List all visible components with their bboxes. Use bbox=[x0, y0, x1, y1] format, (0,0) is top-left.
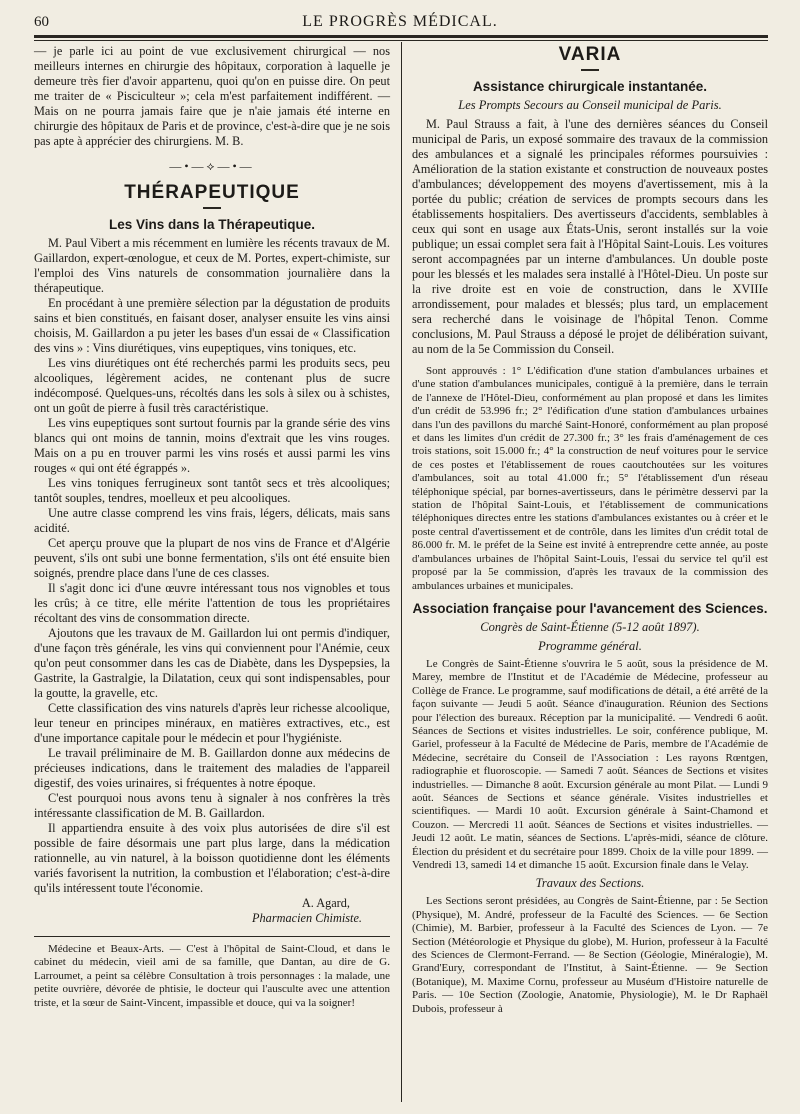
article-paragraph: Sont approuvés : 1° L'édification d'une station d'ambulances urbaines et d'une station d'ambulances municipales, contiguë à la première, dans le terrain de l'annexe de l'Hôtel-Dieu, conformément au plan proposé et dans les limites d'un crédit de 53.996 fr.; 2° l'édification d'une station d'ambulances urbaines dans l'un des pavillons du marché Saint-Honoré, conformément au plan proposé et dans les limites d'un crédit de 27.300 fr.; 3° les frais d'aménagement de ces trois stations, soit 15.000 fr.; 4° la construction de neuf voitures pour le service de ces postes et l'établissement de roues caoutchoutées sur les voitures d'ambulances, soit au total 41.000 fr.; 5° l'établissement d'un réseau téléphonique spécial, par bornes-avertisseurs, dans le périmètre desservi par la station de l'hôpital Saint-Louis, et l'établissement de communications téléphoniques directes entre les stations d'ambulances existantes ou à créer et le poste central d'avertissement et de contrôle, dans les limites d'un crédit total de 86.000 fr. M. le préfet de la Seine est invité à entreprendre cette année, au poste d'ambulances urbaines de l'hôpital Saint-Louis, l'essai du service tel qu'il est proposé par la 5e commission, d'après les travaux de la commission des ambulances urbaines et municipales. bbox=[412, 365, 768, 592]
article-paragraph: En procédant à une première sélection par la dégustation de produits sains et bien constitués, en faisant doser, analyser ensuite les vins ainsi choisis, M. Gaillardon a pu jeter les bases d'un essai de « Classification des vins » : Vins diurétiques, vins eupeptiques, vins toniques, etc. bbox=[34, 296, 390, 355]
page-number: 60 bbox=[34, 14, 49, 30]
article-paragraph: Les vins toniques ferrugineux sont tantôt secs et très alcooliques; tantôt souples, tendres, moelleux et peu alcooliques. bbox=[34, 476, 390, 505]
header-rule-thin bbox=[34, 40, 768, 41]
article-subtitle-congres: Congrès de Saint-Étienne (5-12 août 1897). bbox=[480, 619, 700, 634]
footnote-medecine-beaux-arts: Médecine et Beaux-Arts. — C'est à l'hôpital de Saint-Cloud, et dans le cabinet du médecin, vieil ami de sa famille, que Dantan, au dire de G. Larroumet, a peint sa célèbre Consultation à trois personnages : la malade, une petite ouvrière, dévorée de phtisie, le docteur qui l'ausculte avec une attention triste, et la sœur de Saint-Vincent, impassible et douce, qui va la soigner! bbox=[34, 943, 390, 1009]
article-title-association: Association française pour l'avancement des Sciences. bbox=[412, 600, 768, 616]
article-paragraph: M. Paul Strauss a fait, à l'une des dernières séances du Conseil municipal de Paris, un exposé sommaire des travaux de la commission des ambulances et a signalé les principales réformes poursuivies : Amélioration de la station existante et construction de nouveaux postes d'ambulances; développement des moyens d'avertissement, mis à la portée du public; création de services de prompts secours dans les établissements hospitaliers. Des avertisseurs d'accidents, semblables à ceux qui sont en usage aux États-Unis, seront installés sur la voie publique; un essai complet sera fait à l'Hôpital Saint-Louis. Les voitures seront accompagnées par un interne d'ambulances. Un double poste pour les blessés et les malades sera installé à l'Hôtel-Dieu. Un poste sur la rive droite est en voie de construction, dans le XVIIIe arrondissement, pour malades et blessés; plus tard, un emplacement sera recherché dans le voisinage de l'hôpital Tenon. Comme conclusions, M. Paul Strauss a déposé le projet de délibération suivant, au nom de la 5e Commission du Conseil. bbox=[412, 117, 768, 356]
article-paragraph: Le travail préliminaire de M. B. Gaillardon donne aux médecins de précieuses indications, dans le traitement des maladies de l'appareil digestif, des voies urinaires, si fréquentes à notre époque. bbox=[34, 746, 390, 790]
section-title-varia: VARIA bbox=[558, 44, 622, 65]
article-paragraph: Il s'agit donc ici d'une œuvre intéressant tous nos vignobles et tous les crûs; à ce titre, elle mérite l'attention de tous les propriétaires récoltant des vins de consommation directe. bbox=[34, 581, 390, 625]
article-paragraph: Une autre classe comprend les vins frais, légers, délicats, mais sans acidité. bbox=[34, 506, 390, 535]
section-title-underline bbox=[203, 207, 221, 209]
header-rule-thick bbox=[34, 35, 768, 38]
footnote-rule bbox=[34, 936, 390, 937]
right-column bbox=[412, 44, 768, 1016]
article-paragraph: C'est pourquoi nous avons tenu à signaler à nos confrères la très intéressante classification de M. B. Gaillardon. bbox=[34, 791, 390, 820]
article-paragraph: Il appartiendra ensuite à des voix plus autorisées de dire s'il est possible de faire désormais une part plus large, dans la médication rationnelle, au vin naturel, à la boisson quotidienne dont les éléments variés favorisent la nutrition, la combustion et l'élaboration; c'est-à-dire qu'ils intéressent toute l'économie. bbox=[34, 821, 390, 895]
article-paragraph: Cet aperçu prouve que la plupart de nos vins de France et d'Algérie peuvent, s'ils ont subi une bonne fermentation, s'ils ont été ensuite bien soignés, prendre place dans l'une de ces classes. bbox=[34, 536, 390, 580]
section-title-underline bbox=[581, 69, 599, 71]
article-paragraph: Les vins eupeptiques sont surtout fournis par la grande série des vins blancs qui ont moins de tannin, moins d'extrait que les vins rouges. Mais on a pu en trouver parmi les vins rosés et aussi parmi les vins rouges « qui ont été égrappés ». bbox=[34, 416, 390, 475]
article-subtitle-prompts-secours: Les Prompts Secours au Conseil municipal de Paris. bbox=[458, 98, 722, 112]
section-title-therapeutique: THÉRAPEUTIQUE bbox=[124, 182, 300, 203]
travaux-title: Travaux des Sections. bbox=[535, 876, 645, 891]
programme-paragraph: Le Congrès de Saint-Étienne s'ouvrira le 5 août, sous la présidence de M. Marey, membre de l'Institut et de l'Académie de Médecine, professeur au Collège de France. Le programme, sauf modifications de détail, a été arrêté de la façon suivante — Jeudi 5 août. Séance d'inauguration. Réunion des Sections pour l'élection des bureaux. Réception par la municipalité. — Vendredi 6 août. Séances de Sections et visites industrielles. Le soir, conférence publique, M. Gariel, professeur à la Faculté de Médecine de Paris, membre de l'Académie de Médecine, secrétaire du Conseil de l'Association : Les rayons Rœntgen, radiographie et fluoroscopie. — Samedi 7 août. Séances de Sections et visites industrielles. — Dimanche 8 août. Excursion générale au mont Pilat. — Lundi 9 août. Séances de Sections et séance générale. Visites industrielles et scientifiques. — Mardi 10 août. Excursion générale à Saint-Chamond et Couzon. — Mercredi 11 août. Séances de Sections et visites industrielles. — Jeudi 12 août. Le matin, séances de Sections. L'après-midi, séance de clôture. Élection du président et du secrétaire pour 1899. Choix de la ville pour 1899. — Vendredi 13, samedi 14 et dimanche 15 août. Excursion finale dans le Velay. bbox=[412, 657, 768, 871]
article-paragraph: Ajoutons que les travaux de M. Gaillardon lui ont permis d'indiquer, d'une façon très générale, les vins qui conviennent pour l'Anémie, ceux qu'on peut consommer dans les cas de Diabète, dans les Dyspepsies, la Gastrite, la Gastralgie, la Dilatation, ceux qui sont indispensables, pour la goutte, la gravelle, etc. bbox=[34, 626, 390, 700]
article-paragraph: Cette classification des vins naturels d'après leur richesse alcoolique, leur teneur en principes minéraux, en matières extractives, etc., est d'une importance capitale pour le médecin et pour l'hygiéniste. bbox=[34, 701, 390, 745]
article-title-assistance: Assistance chirurgicale instantanée. bbox=[472, 79, 708, 94]
travaux-paragraph: Les Sections seront présidées, au Congrès de Saint-Étienne, par : 5e Section (Physique), M. André, professeur de la Faculté des Sciences. — 6e Section (Chimie), M. Barbier, professeur à la Faculté des Sciences de Lyon. — 7e Section (Météorologie et Physique du globe), M. Hurion, professeur à la Faculté des Sciences de Clermont-Ferrand. — 8e Section (Géologie, Minéralogie), M. Grand'Eury, correspondant de l'Institut, à Saint-Étienne. — 9e Section (Botanique), M. Maxime Cornu, professeur au Muséum d'Histoire naturelle de Paris. — 10e Section (Zoologie, Anatomie, Physiologie), M. le Dr Raphaël Dubois, professeur à bbox=[412, 895, 768, 1015]
intro-paragraph: — je parle ici au point de vue exclusivement chirurgical — nos meilleurs internes en chirurgie des hôpitaux, corporation à laquelle je demeure très fier d'avoir appartenu, quoi qu'on en puisse dire. On peut me traiter de « Pisciculteur »; cela m'est parfaitement indifférent. — Mais on ne pourra jamais faire que je n'aie jamais été interne en chirurgie des hôpitaux de Paris et de province, c'est-à-dire que je ne sois pas apte à apprécier des chirurgiens. M. B. bbox=[34, 44, 390, 148]
programme-title: Programme général. bbox=[538, 638, 642, 653]
article-paragraph: M. Paul Vibert a mis récemment en lumière les récents travaux de M. Gaillardon, expert-œnologue, et ceux de M. Portes, expert-chimiste, sur l'emploi des Vins naturels de consommation journalière dans la thérapeutique. bbox=[34, 236, 390, 295]
author-signature: A. Agard, bbox=[301, 896, 350, 910]
left-column bbox=[34, 44, 390, 1010]
article-paragraph: Les vins diurétiques ont été recherchés parmi les produits secs, peu alcooliques, légèrement acides, ne contenant plus de sucre indécomposé. Quelques-uns, récoltés dans les sols à silex ou à schistes, ont un goût de pierre à fusil très caractéristique. bbox=[34, 356, 390, 415]
article-title-vins: Les Vins dans la Thérapeutique. bbox=[108, 217, 316, 232]
ornament-divider: —•—⟡—•— bbox=[169, 159, 255, 173]
author-title: Pharmacien Chimiste. bbox=[252, 911, 362, 925]
running-title: LE PROGRÈS MÉDICAL. bbox=[302, 13, 498, 30]
column-divider bbox=[401, 42, 402, 1102]
